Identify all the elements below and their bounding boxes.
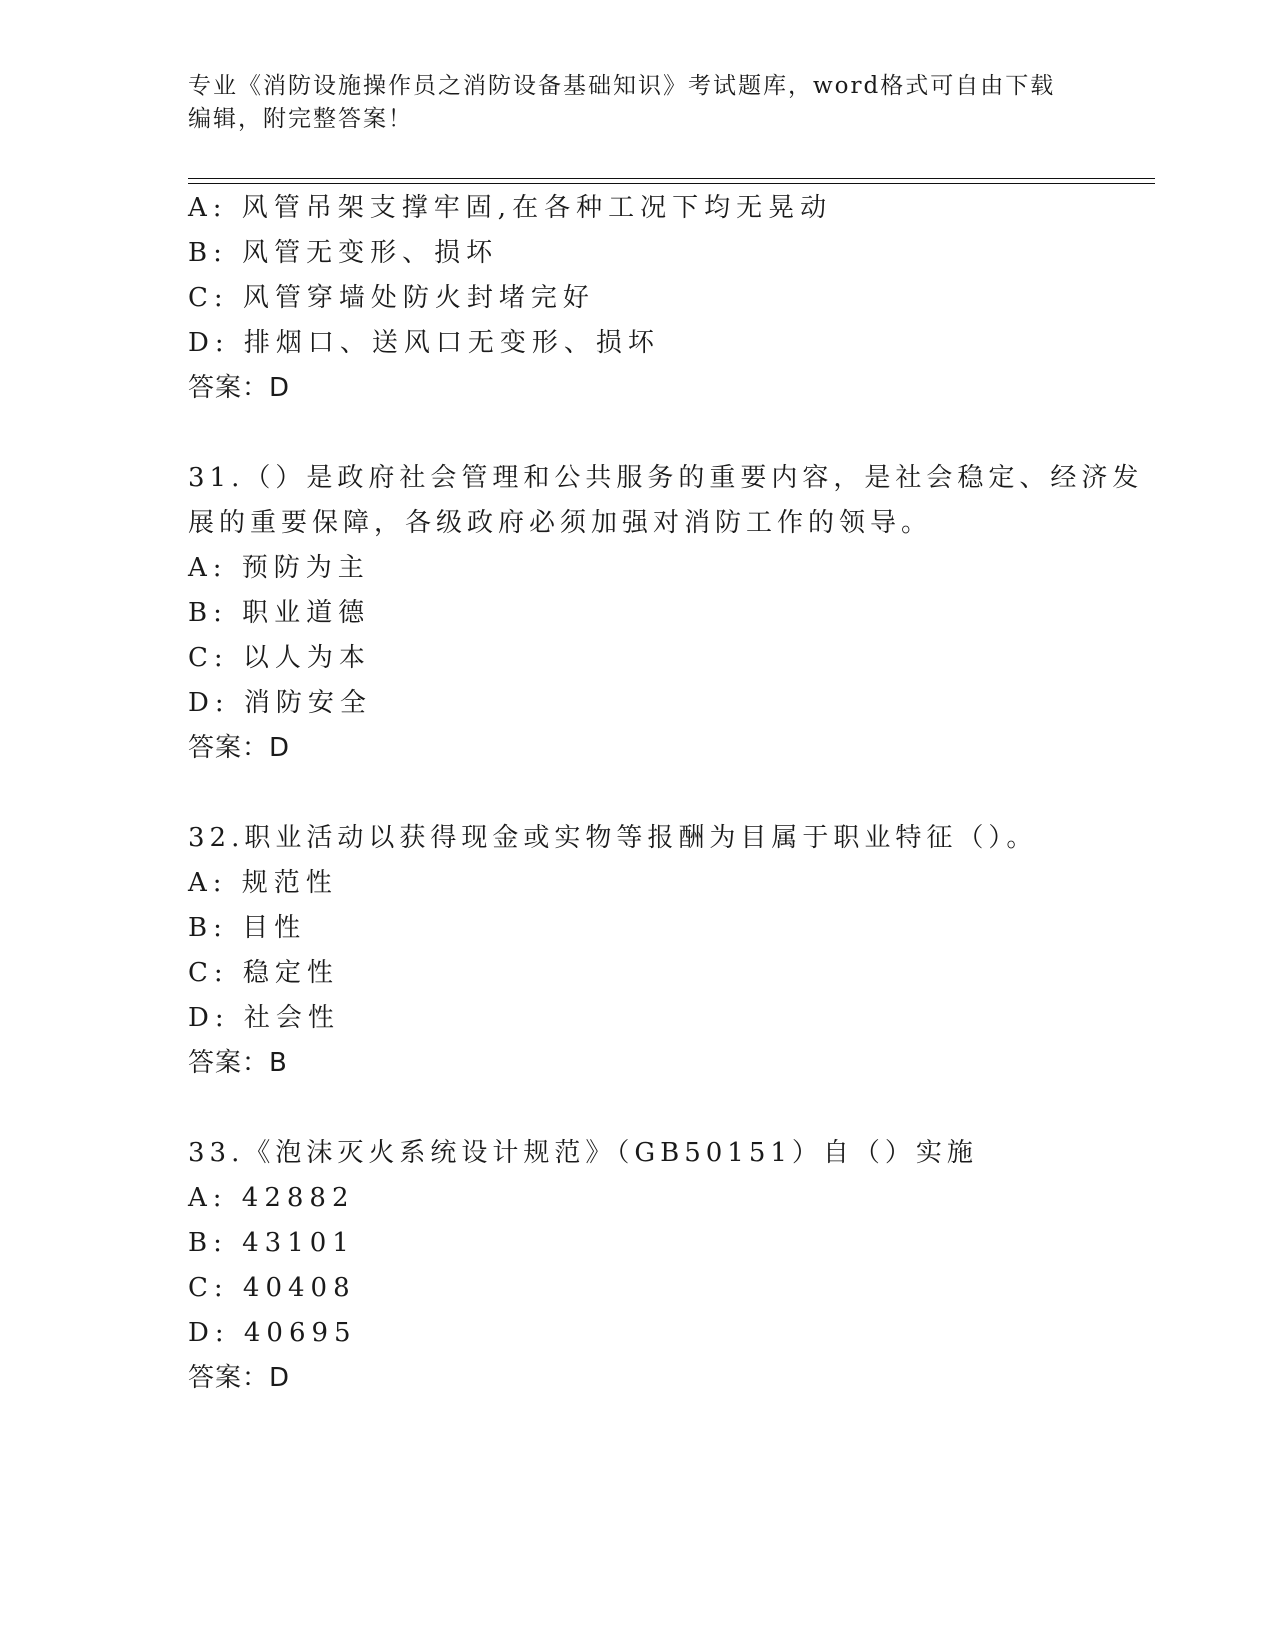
q30-option-d: D: 排烟口、送风口无变形、损坏 bbox=[188, 328, 660, 358]
q33-option-d: D: 40695 bbox=[188, 1318, 357, 1348]
q32-option-a: A: 规范性 bbox=[188, 868, 338, 898]
q31-answer: 答案：D bbox=[188, 733, 291, 763]
header-divider-top bbox=[188, 178, 1155, 179]
header-divider-bottom bbox=[188, 183, 1155, 184]
q31-option-a: A: 预防为主 bbox=[188, 553, 370, 583]
q32-stem-line1: 32.职业活动以获得现金或实物等报酬为目属于职业特征（）。 bbox=[188, 823, 1038, 853]
q31-option-d: D: 消防安全 bbox=[188, 688, 372, 718]
q33-option-c: C: 40408 bbox=[188, 1273, 356, 1303]
q33-option-b: B: 43101 bbox=[188, 1228, 355, 1258]
q30-answer: 答案：D bbox=[188, 373, 291, 403]
q33-stem-line1: 33.《泡沫灭火系统设计规范》（GB50151）自（）实施 bbox=[188, 1138, 978, 1168]
q30-option-c: C: 风管穿墙处防火封堵完好 bbox=[188, 283, 595, 313]
q32-answer: 答案：B bbox=[188, 1048, 288, 1078]
q30-option-a: A: 风管吊架支撑牢固,在各种工况下均无晃动 bbox=[188, 193, 833, 223]
q32-option-c: C: 稳定性 bbox=[188, 958, 339, 988]
q31-stem-line2: 展的重要保障，各级政府必须加强对消防工作的领导。 bbox=[188, 508, 933, 538]
q33-option-a: A: 42882 bbox=[188, 1183, 355, 1213]
q33-answer: 答案：D bbox=[188, 1363, 291, 1393]
q32-option-b: B: 目性 bbox=[188, 913, 307, 943]
q31-option-c: C: 以人为本 bbox=[188, 643, 371, 673]
q32-option-d: D: 社会性 bbox=[188, 1003, 340, 1033]
q31-option-b: B: 职业道德 bbox=[188, 598, 371, 628]
document-intro: 专业《消防设施操作员之消防设备基础知识》考试题库，word格式可自由下载编辑，附完整答案！ bbox=[188, 73, 1056, 132]
q31-stem-line1: 31.（）是政府社会管理和公共服务的重要内容，是社会稳定、经济发 bbox=[188, 463, 1144, 493]
q30-option-b: B: 风管无变形、损坏 bbox=[188, 238, 499, 268]
